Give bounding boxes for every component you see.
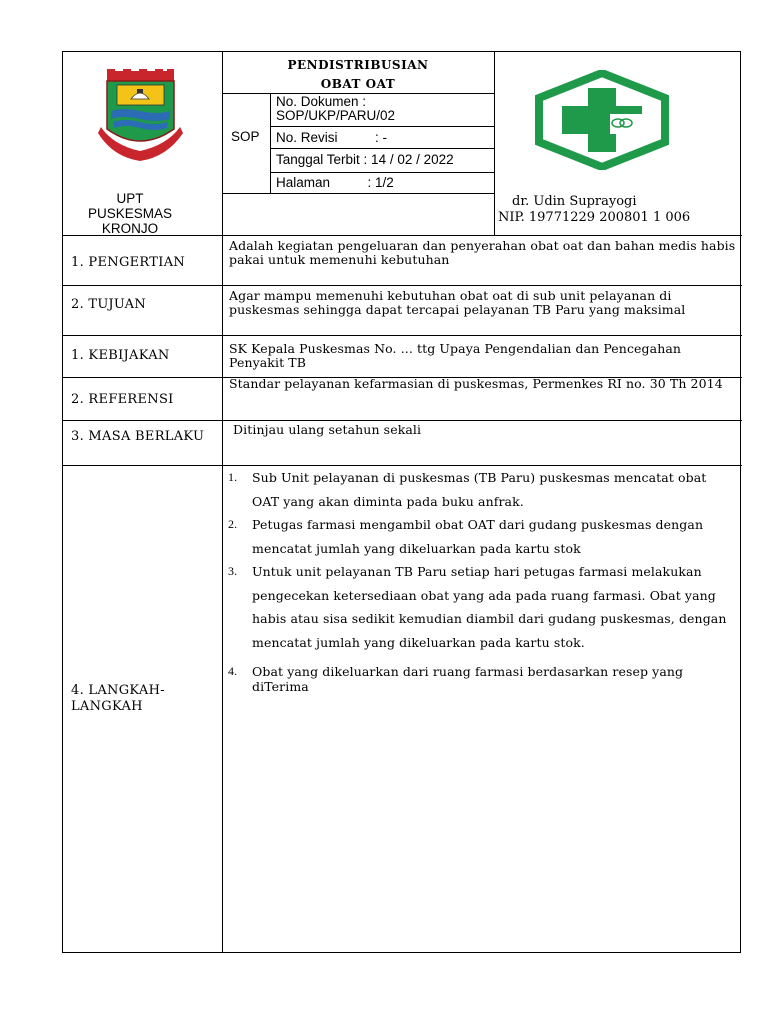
step-text: Sub Unit pelayanan di puskesmas (TB Paru) puskesmas mencatat obat OAT yang akan diminta pada buku anfrak. [252, 470, 707, 509]
section-text-pengertian: Adalah kegiatan pengeluaran dan penyerahan obat oat dan bahan medis habis pakai untuk memenuhi kebutuhan [229, 238, 736, 267]
org-line-3: KRONJO [101, 221, 159, 236]
document-title-line2: OBAT OAT [320, 77, 396, 91]
step-text: Petugas farmasi mengambil obat OAT dari gudang puskesmas dengan mencatat jumlah yang dikeluarkan pada kartu stok [252, 517, 704, 556]
page-number: Halaman : 1/2 [276, 175, 394, 190]
step-number: 3. [228, 564, 238, 578]
grid-line [494, 52, 495, 235]
section-label-langkah: 4. LANGKAH-LANGKAH [71, 683, 165, 714]
steps-list [226, 466, 731, 694]
document-title-line1: PENDISTRIBUSIAN [287, 58, 429, 72]
grid-line [270, 172, 494, 173]
organization-name [75, 191, 185, 236]
grid-line [270, 148, 494, 149]
grid-line [270, 93, 271, 193]
step-text: Untuk unit pelayanan TB Paru setiap hari petugas farmasi melakukan pengecekan ketersediaan obat yang ada pada ruang farmasi. Obat yang habis atau sisa sedikit kemudian diambil dari gudang puskesmas, dengan mencatat jumlah yang dikeluarkan pada kartu stok. [252, 564, 727, 650]
crest-tower-icon [107, 69, 174, 81]
revision-number: No. Revisi : - [276, 130, 388, 145]
section-label-kebijakan: 1. KEBIJAKAN [71, 348, 170, 363]
sop-label: SOP [231, 129, 260, 144]
grid-line [222, 52, 223, 953]
step-number: 1. [228, 470, 238, 484]
doc-number-value: SOP/UKP/PARU/02 [276, 108, 396, 123]
org-line-2: PUSKESMAS [87, 206, 173, 221]
grid-line [63, 285, 742, 286]
list-item [226, 664, 731, 694]
section-text-tujuan: Agar mampu memenuhi kebutuhan obat oat di sub unit pelayanan di puskesmas sehingga dapat tercapai pelayanan TB Paru yang maksimal [229, 288, 686, 317]
doc-number-label: No. Dokumen : [276, 94, 367, 109]
signer-nip: NIP. 19771229 200801 1 006 [498, 210, 691, 225]
org-line-1: UPT [116, 191, 144, 206]
list-item [226, 513, 731, 560]
puskesmas-logo [534, 70, 670, 170]
grid-line [222, 193, 494, 194]
step-number: 4. [228, 664, 238, 678]
section-label-tujuan: 2. TUJUAN [71, 297, 147, 312]
issue-date: Tanggal Terbit : 14 / 02 / 2022 [276, 152, 454, 167]
sop-document [62, 51, 741, 953]
document-title [222, 56, 494, 94]
regional-crest-logo [93, 69, 188, 169]
section-text-masa-berlaku: Ditinjau ulang setahun sekali [233, 422, 422, 437]
section-text-kebijakan: SK Kepala Puskesmas No. ... ttg Upaya Pengendalian dan Pencegahan Penyakit TB [229, 341, 682, 370]
signer-block [498, 194, 690, 226]
step-number: 2. [228, 517, 238, 531]
grid-line [63, 420, 742, 421]
section-text-referensi: Standar pelayanan kefarmasian di puskesmas, Permenkes RI no. 30 Th 2014 [229, 376, 723, 391]
list-item [226, 466, 731, 513]
step-text: Obat yang dikeluarkan dari ruang farmasi berdasarkan resep yang diTerima [252, 664, 684, 694]
section-label-referensi: 2. REFERENSI [71, 392, 174, 407]
signer-name: dr. Udin Suprayogi [512, 194, 637, 209]
section-label-pengertian: 1. PENGERTIAN [71, 255, 186, 270]
doc-number [276, 95, 395, 123]
grid-line [63, 335, 742, 336]
section-label-masa-berlaku: 3. MASA BERLAKU [71, 429, 205, 444]
list-item [226, 560, 731, 654]
grid-line [270, 126, 494, 127]
